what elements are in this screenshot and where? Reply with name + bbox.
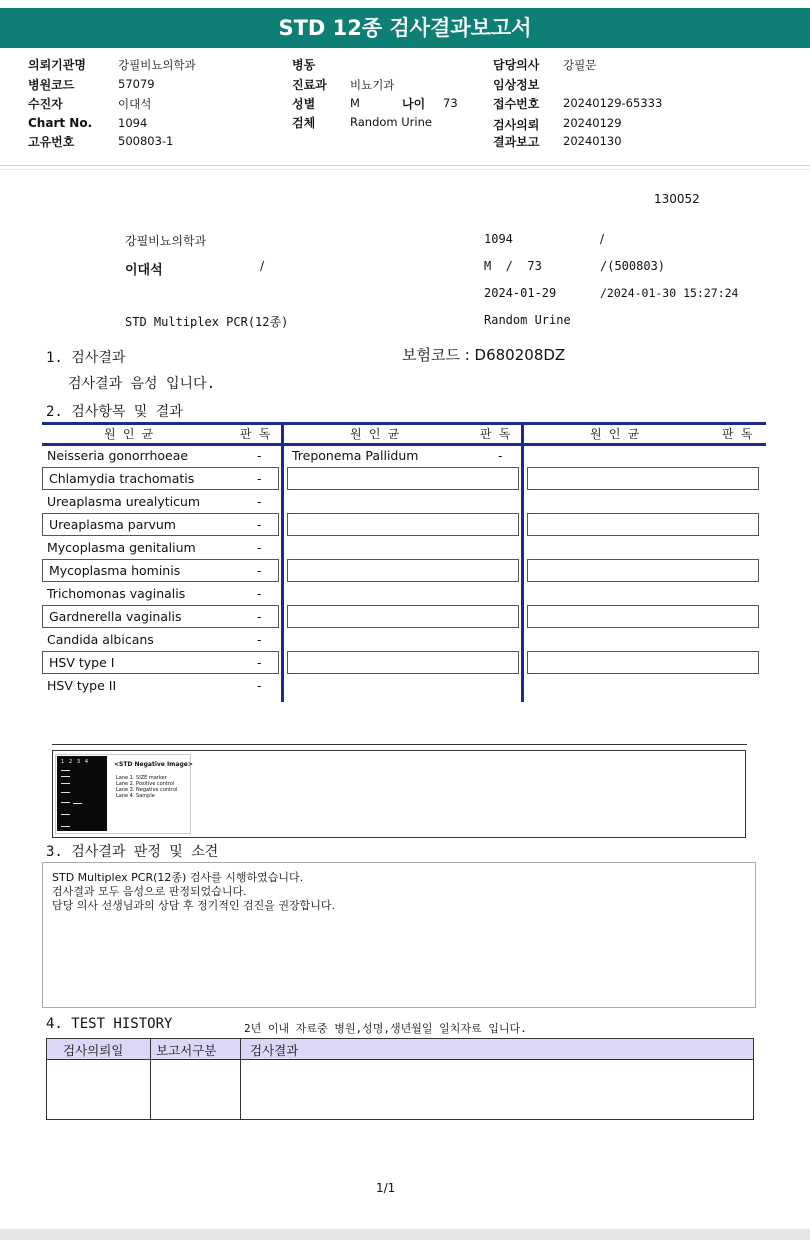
request-date-label: 검사의뢰 xyxy=(493,118,540,132)
organism-result: - xyxy=(498,448,503,463)
organism-name: Mycoplasma hominis xyxy=(49,563,181,578)
gel-caption: <STD Negative Image> xyxy=(114,761,193,768)
organism-result: - xyxy=(257,517,262,532)
section1-result: 검사결과 음성 입니다. xyxy=(68,376,216,392)
body-specimen: Random Urine xyxy=(484,313,571,327)
finding-line: 담당 의사 선생님과의 상담 후 정기적인 검진을 권장합니다. xyxy=(52,899,335,912)
col2-judge-header: 판 독 xyxy=(480,427,511,441)
page-footer xyxy=(0,1229,810,1240)
gel-image xyxy=(57,756,107,831)
organism-name: Neisseria gonorrhoeae xyxy=(47,448,189,463)
col1-header: 원 인 균 xyxy=(104,427,154,441)
empty-row-box xyxy=(287,559,519,582)
organism-result: - xyxy=(257,471,262,486)
col2-header: 원 인 균 xyxy=(350,427,400,441)
gel-lane-numbers: 1 2 3 4 xyxy=(61,759,89,765)
unique-id-value: 500803-1 xyxy=(118,134,174,148)
organism-result: - xyxy=(257,632,262,647)
body-test-name: STD Multiplex PCR(12종) xyxy=(125,315,289,329)
chart-no-label: Chart No. xyxy=(28,116,93,130)
empty-row-box xyxy=(287,513,519,536)
section4-heading: 4. TEST HISTORY xyxy=(46,1016,173,1032)
history-col-divider xyxy=(150,1039,151,1119)
specimen-value: Random Urine xyxy=(350,115,432,129)
age-value: 73 xyxy=(443,96,458,110)
chart-no-value: 1094 xyxy=(118,116,148,130)
organism-name: Gardnerella vaginalis xyxy=(49,609,182,624)
body-report-datetime: /2024-01-30 15:27:24 xyxy=(600,286,739,300)
organism-name: HSV type II xyxy=(47,678,117,693)
body-slash-1: / xyxy=(600,232,605,246)
organism-result: - xyxy=(257,448,262,463)
empty-row-box xyxy=(287,467,519,490)
empty-row-box xyxy=(287,605,519,628)
empty-row-box xyxy=(527,467,759,490)
empty-row-box xyxy=(287,651,519,674)
gel-legend-item: Lane 3. Negative control xyxy=(116,787,178,793)
department-label: 진료과 xyxy=(292,78,327,92)
findings-box xyxy=(42,862,756,1008)
grid-divider-2 xyxy=(521,422,524,702)
organism-result: - xyxy=(257,540,262,555)
organism-result: - xyxy=(257,494,262,509)
header-divider-2 xyxy=(0,169,810,170)
report-title: STD 12종 검사결과보고서 xyxy=(0,8,810,48)
history-col-report-type: 보고서구분 xyxy=(156,1043,217,1058)
body-hospital: 강필비뇨의학과 xyxy=(125,234,207,248)
finding-line: STD Multiplex PCR(12종) 검사를 시행하였습니다. xyxy=(52,871,304,884)
hospital-label: 의뢰기관명 xyxy=(28,58,86,72)
sex-value: M xyxy=(350,96,360,110)
organism-result: - xyxy=(257,655,262,670)
history-table xyxy=(46,1038,754,1120)
doctor-value: 강필문 xyxy=(563,58,597,72)
history-col-result: 검사결과 xyxy=(250,1043,299,1058)
organism-result: - xyxy=(257,563,262,578)
unique-id-label: 고유번호 xyxy=(28,135,75,149)
insurance-code: 보험코드 : D680208DZ xyxy=(402,346,566,364)
empty-row-box xyxy=(527,605,759,628)
gel-top-line xyxy=(52,744,747,745)
finding-line: 검사결과 모두 음성으로 판정되었습니다. xyxy=(52,885,247,898)
organism-name: Chlamydia trachomatis xyxy=(49,471,195,486)
organism-name: Treponema Pallidum xyxy=(292,448,419,463)
empty-row-box xyxy=(527,513,759,536)
report-date-label: 결과보고 xyxy=(493,135,540,149)
organism-name: Trichomonas vaginalis xyxy=(47,586,186,601)
grid-header-bar xyxy=(42,443,766,446)
specimen-label: 검체 xyxy=(292,116,316,130)
gel-legend-item: Lane 2. Positive control xyxy=(116,781,175,787)
age-label: 나이 xyxy=(402,97,426,111)
clinical-info-label: 임상정보 xyxy=(493,78,540,92)
page-number: 1/1 xyxy=(376,1181,396,1195)
body-patient: 이대석 xyxy=(125,263,163,278)
request-date-value: 20240129 xyxy=(563,116,622,130)
organism-result: - xyxy=(257,609,262,624)
col1-judge-header: 판 독 xyxy=(240,427,271,441)
top-margin xyxy=(0,0,810,8)
doctor-label: 담당의사 xyxy=(493,58,540,72)
body-sex-age: M / 73 xyxy=(484,259,542,273)
empty-row-box xyxy=(527,651,759,674)
ward-label: 병동 xyxy=(292,58,316,72)
history-header xyxy=(47,1039,753,1060)
sex-label: 성별 xyxy=(292,97,316,111)
hospital-code-value: 57079 xyxy=(118,77,155,91)
report-date-value: 20240130 xyxy=(563,134,622,148)
organism-name: Mycoplasma genitalium xyxy=(47,540,196,555)
col3-judge-header: 판 독 xyxy=(722,427,753,441)
body-id: /(500803) xyxy=(600,259,666,273)
patient-value: 이대석 xyxy=(118,97,152,111)
col3-header: 원 인 균 xyxy=(590,427,640,441)
gel-legend-item: Lane 1. SIZE marker xyxy=(116,775,167,781)
gel-legend xyxy=(116,775,177,799)
organism-result: - xyxy=(257,586,262,601)
organism-name: Ureaplasma urealyticum xyxy=(47,494,201,509)
history-note: 2년 이내 자료중 병원,성명,생년월일 일치자료 입니다. xyxy=(244,1022,527,1035)
history-col-request-date: 검사의뢰일 xyxy=(63,1043,124,1058)
hospital-value: 강필비뇨의학과 xyxy=(118,58,196,72)
section2-heading: 2. 검사항목 및 결과 xyxy=(46,404,183,420)
receipt-no-value: 20240129-65333 xyxy=(563,96,663,110)
organism-name: Candida albicans xyxy=(47,632,154,647)
header-divider xyxy=(0,165,810,166)
empty-row-box xyxy=(527,559,759,582)
body-slash-2: / xyxy=(260,259,265,273)
grid-divider-1 xyxy=(281,422,284,702)
body-code: 130052 xyxy=(654,192,700,206)
organism-name: HSV type I xyxy=(49,655,115,670)
section1-heading: 1. 검사결과 xyxy=(46,350,126,366)
history-col-divider xyxy=(240,1039,241,1119)
patient-label: 수진자 xyxy=(28,97,63,111)
hospital-code-label: 병원코드 xyxy=(28,78,75,92)
receipt-no-label: 접수번호 xyxy=(493,97,540,111)
body-receipt-date: 2024-01-29 xyxy=(484,286,557,300)
organism-result: - xyxy=(257,678,262,693)
department-value: 비뇨기과 xyxy=(350,78,395,92)
section3-heading: 3. 검사결과 판정 및 소견 xyxy=(46,844,219,860)
body-chart: 1094 xyxy=(484,232,513,246)
gel-legend-item: Lane 4. Sample xyxy=(116,793,155,799)
organism-name: Ureaplasma parvum xyxy=(49,517,176,532)
